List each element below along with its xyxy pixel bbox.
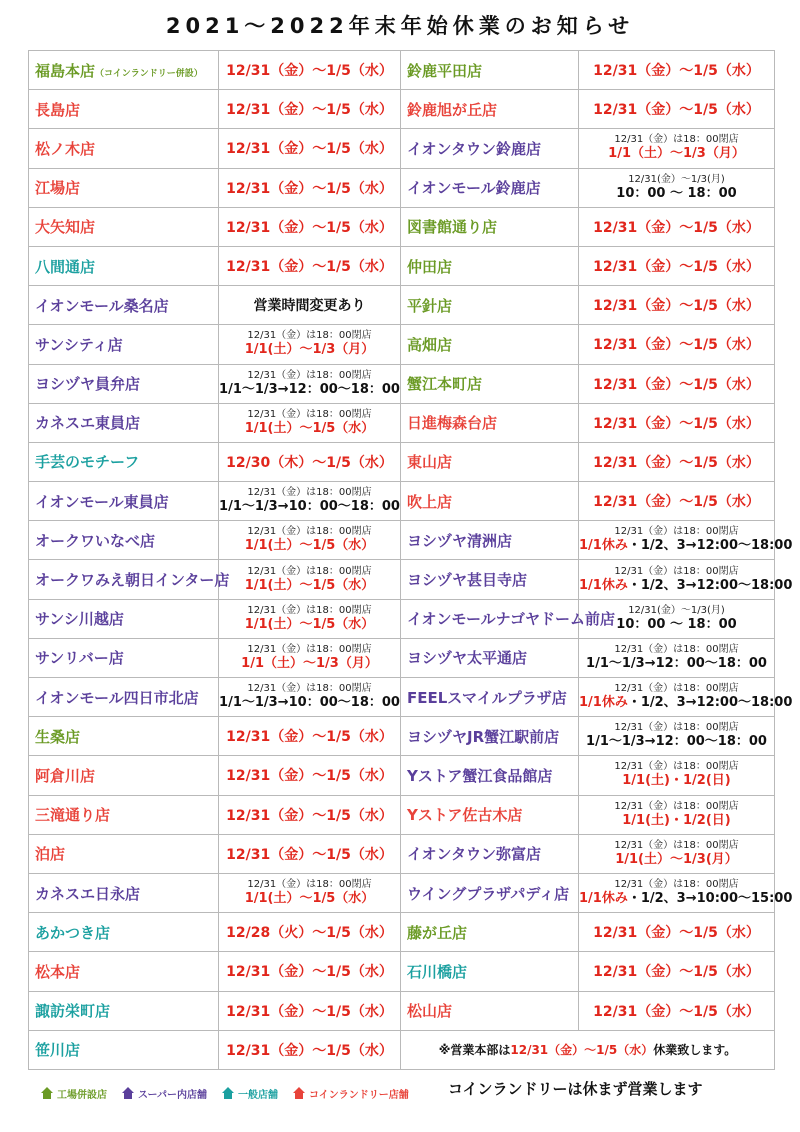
hours-changed-note: 営業時間変更あり (253, 298, 366, 315)
store-name: 藤が丘店 (407, 923, 468, 942)
store-name: 三滝通り店 (35, 806, 111, 825)
closure-hours-cell (579, 90, 775, 129)
footer-note: コインランドリーは休まず営業します (448, 1080, 703, 1098)
store-name-cell (29, 991, 219, 1030)
store-name-cell (401, 51, 579, 90)
holiday-hours: 1/1(土）～1/5（水） (244, 891, 375, 907)
early-close-note: 12/31（金）は18：00閉店 (614, 526, 739, 538)
closure-period: 12/31（金）～1/5（水） (593, 454, 760, 471)
store-name-cell (401, 207, 579, 246)
store-name-cell (401, 952, 579, 991)
store-name-cell (29, 717, 219, 756)
table-row (29, 873, 775, 912)
store-name: 東山店 (407, 453, 453, 472)
store-name-cell (29, 246, 219, 285)
store-name-cell (29, 952, 219, 991)
holiday-hours (579, 577, 793, 594)
table-row (29, 129, 775, 168)
closure-hours-cell (579, 207, 775, 246)
store-name: 石川橋店 (407, 962, 468, 981)
store-name: サンシ川越店 (35, 610, 124, 629)
super-house-icon (121, 1086, 135, 1100)
store-name-cell (29, 90, 219, 129)
closure-hours-cell (579, 873, 793, 912)
table-row (29, 1030, 775, 1069)
closure-hours-cell (579, 678, 793, 717)
page-title: 2021～2022年末年始休業のお知らせ (165, 14, 635, 38)
store-name: ウイングプラザパディ店 (407, 884, 570, 903)
store-name: 図書館通り店 (407, 218, 498, 237)
store-name: ヨシヅヤ太平通店 (407, 649, 528, 668)
closure-period: 12/31（金）～1/5（水） (226, 102, 393, 119)
holiday-hours (579, 538, 793, 554)
holiday-hours: 1/1（土）～1/3（月） (608, 146, 745, 162)
closed-day: 1/1休み (579, 577, 628, 593)
early-close-note: 12/31（金）は18：00閉店 (247, 487, 372, 499)
reduced-hours: ・1/2、3→10:00～15:00 (627, 891, 793, 907)
closure-period: 12/31（金）～1/5（水） (226, 63, 393, 80)
store-name-cell (401, 717, 579, 756)
reduced-hours: ・1/2、3→12:00～18:00 (627, 577, 793, 593)
table-row (29, 913, 775, 952)
store-name-cell (29, 1030, 219, 1069)
store-name: サンシティ店 (35, 335, 123, 354)
store-name: 鈴鹿旭が丘店 (407, 100, 498, 119)
store-name-cell (401, 90, 579, 129)
closure-hours-cell (219, 756, 401, 795)
holiday-hours: 1/1(土）～1/5（水） (244, 577, 375, 593)
table-row (29, 756, 775, 795)
closure-hours-cell (219, 599, 401, 638)
closure-period: 12/31（金）～1/5（水） (593, 337, 760, 354)
closure-period: 12/31（金）～1/5（水） (226, 141, 393, 158)
store-name: イオンモール四日市北店 (35, 688, 199, 707)
closure-hours-cell (219, 834, 401, 873)
closure-hours-cell (219, 560, 401, 599)
closure-hours-cell (219, 482, 401, 521)
store-hours-table (28, 50, 793, 1070)
store-name-cell (29, 834, 219, 873)
table-row (29, 795, 775, 834)
store-name: 生桑店 (35, 727, 81, 746)
legend-item (221, 1086, 278, 1101)
store-name: 諏訪栄町店 (35, 1002, 111, 1021)
store-name: 手芸のモチーフ (35, 453, 140, 472)
closure-hours-cell (219, 246, 401, 285)
closure-hours-cell (579, 638, 775, 677)
table-row (29, 246, 775, 285)
closure-hours-cell (579, 717, 775, 756)
holiday-hours: 1/1(土)・1/2(日) (622, 812, 731, 828)
store-name: 平針店 (407, 296, 453, 315)
closure-period: 12/31（金）～1/5（水） (593, 925, 760, 942)
store-name: FEELスマイルプラザ店 (407, 688, 567, 707)
closure-hours-cell (579, 364, 775, 403)
closure-period: 12/30（木）～1/5（水） (226, 454, 393, 471)
table-row (29, 482, 775, 521)
store-name-cell (401, 482, 579, 521)
closure-hours-cell (579, 991, 775, 1030)
store-name-cell (29, 638, 219, 677)
closure-hours-cell (219, 873, 401, 912)
table-row (29, 991, 775, 1030)
store-name-cell (29, 286, 219, 325)
store-name-cell (401, 403, 579, 442)
table-row (29, 678, 775, 717)
store-name-cell (401, 286, 579, 325)
hq-dates: 12/31（金）～1/5（水） (510, 1043, 654, 1058)
store-name: 松本店 (35, 962, 81, 981)
early-close-note: 12/31（金）は18：00閉店 (614, 643, 739, 655)
store-name: 江場店 (35, 179, 81, 198)
table-row (29, 599, 775, 638)
holiday-hours (579, 695, 793, 711)
early-close-note: 12/31（金）は18：00閉店 (247, 643, 372, 655)
store-name: 八間通店 (35, 257, 96, 276)
store-name: オークワみえ朝日インター店 (35, 571, 230, 590)
closure-period: 12/31（金）～1/5（水） (593, 298, 760, 315)
store-name-cell (29, 168, 219, 207)
table-row (29, 207, 775, 246)
store-name-cell (401, 442, 579, 481)
closure-hours-cell (579, 442, 775, 481)
store-name-cell (401, 599, 616, 638)
store-name: 福島本店 (35, 61, 96, 80)
closure-hours-cell (219, 129, 401, 168)
early-close-note: 12/31（金）は18：00閉店 (247, 683, 372, 695)
closure-hours-cell (219, 286, 401, 325)
table-row (29, 952, 775, 991)
store-name-cell (29, 325, 219, 364)
store-name-cell (29, 51, 219, 90)
store-name-cell (401, 638, 579, 677)
closure-hours-cell (219, 442, 401, 481)
closure-hours-cell (219, 364, 401, 403)
closure-hours-cell (219, 638, 401, 677)
store-name: 阿倉川店 (35, 766, 96, 785)
closure-hours-cell (219, 403, 401, 442)
hq-prefix: ※営業本部は (438, 1043, 511, 1058)
hq-notice (401, 1030, 775, 1069)
closure-hours-cell (219, 678, 401, 717)
closed-day: 1/1休み (579, 538, 628, 554)
closure-hours-cell (219, 795, 401, 834)
store-name-cell (29, 795, 219, 834)
store-name-cell (29, 482, 219, 521)
holiday-hours: 1/1(土）～1/3(月） (615, 851, 738, 867)
early-close-note: 12/31（金）は18：00閉店 (247, 526, 372, 538)
early-close-note: 12/31（金）は18：00閉店 (247, 369, 372, 381)
table-row (29, 364, 775, 403)
closure-hours-cell (219, 717, 401, 756)
legend-item (292, 1086, 409, 1101)
closure-hours-cell (219, 168, 401, 207)
store-name: イオンモール桑名店 (35, 296, 169, 315)
legend-item (121, 1086, 207, 1101)
store-name: ヨシヅヤ員弁店 (35, 375, 141, 394)
closure-hours-cell (579, 756, 775, 795)
closure-period: 12/31（金）～1/5（水） (593, 259, 760, 276)
closure-hours-cell (579, 286, 775, 325)
closure-hours-cell (579, 834, 775, 873)
closure-hours-cell (579, 129, 775, 168)
reduced-hours: ・1/2、3→12:00～18:00 (627, 538, 793, 554)
closure-period: 12/31（金）～1/5（水） (593, 964, 760, 981)
table-row (29, 286, 775, 325)
closure-hours-cell (219, 521, 401, 560)
closure-period: 12/31（金）～1/5（水） (226, 219, 393, 236)
general-house-icon (221, 1086, 235, 1100)
early-close-note: 12/31（金）は18：00閉店 (614, 722, 739, 734)
closure-hours-cell (219, 1030, 401, 1069)
store-name-cell (29, 913, 219, 952)
closure-period: 12/31（金）～1/5（水） (593, 1003, 760, 1020)
closure-hours-cell (219, 325, 401, 364)
store-name-cell (401, 246, 579, 285)
table-row (29, 403, 775, 442)
holiday-hours: 1/1～1/3→10：00～18：00 (219, 695, 400, 711)
store-name: 松山店 (407, 1002, 453, 1021)
closure-period: 12/31（金）～1/5（水） (226, 807, 393, 824)
store-name-cell (401, 834, 579, 873)
holiday-hours: 1/1（土）～1/3（月） (241, 655, 378, 671)
early-close-note: 12/31（金）は18：00閉店 (247, 604, 372, 616)
holiday-hours: 1/1～1/3→10：00～18：00 (219, 499, 400, 515)
early-close-note: 12/31（金）は18：00閉店 (614, 879, 739, 891)
closure-hours-cell (579, 51, 775, 90)
table-row (29, 442, 775, 481)
store-name-cell (29, 442, 219, 481)
store-name-cell (29, 599, 219, 638)
early-close-note: 12/31（金）は18：00閉店 (614, 761, 739, 773)
holiday-hours: 1/1(土）～1/3（月） (244, 342, 375, 358)
table-row (29, 834, 775, 873)
store-name: サンリバー店 (35, 649, 124, 668)
holiday-hours: 1/1～1/3→12：00～18：00 (219, 381, 400, 397)
store-name: イオンモール東員店 (35, 492, 169, 511)
store-name: イオンタウン鈴鹿店 (407, 139, 541, 158)
store-name: イオンタウン弥富店 (407, 845, 541, 864)
early-close-note: 12/31（金）は18：00閉店 (614, 683, 739, 695)
closure-period: 12/31（金）～1/5（水） (593, 494, 760, 511)
table-row (29, 521, 775, 560)
early-close-note: 12/31（金）は18：00閉店 (247, 408, 372, 420)
store-name: カネスエ東員店 (35, 414, 141, 433)
store-name: Yストア蟹江食品館店 (407, 766, 553, 785)
store-name: カネスエ日永店 (35, 884, 141, 903)
closure-hours-cell (219, 952, 401, 991)
store-name-cell (401, 678, 579, 717)
holiday-hours: 1/1(土）～1/5（水） (244, 420, 375, 436)
store-name: 長島店 (35, 100, 81, 119)
table-row (29, 51, 775, 90)
closure-hours-cell (579, 521, 793, 560)
store-name: 泊店 (35, 845, 66, 864)
store-name: オークワいなべ店 (35, 531, 156, 550)
early-close-note: 12/31(金）～1/3(月) (628, 173, 725, 185)
legend (40, 1080, 460, 1106)
closure-period: 12/31（金）～1/5（水） (226, 729, 393, 746)
closure-hours-cell (579, 168, 775, 207)
store-name: 鈴鹿平田店 (407, 61, 483, 80)
closure-hours-cell (579, 952, 775, 991)
factory-house-icon (40, 1086, 54, 1100)
store-name-cell (29, 364, 219, 403)
table-row (29, 638, 775, 677)
closure-period: 12/31（金）～1/5（水） (226, 1003, 393, 1020)
holiday-hours: 1/1～1/3→12：00～18：00 (586, 655, 767, 671)
store-name-cell (401, 991, 579, 1030)
store-name-cell (401, 325, 579, 364)
store-name: イオンモール鈴鹿店 (407, 179, 541, 198)
closure-period: 12/28（火）～1/5（水） (226, 925, 393, 942)
holiday-hours: 1/1(土)・1/2(日) (622, 773, 731, 789)
closure-period: 12/31（金）～1/5（水） (226, 259, 393, 276)
store-name-cell (29, 521, 219, 560)
store-name-cell (29, 207, 219, 246)
early-close-note: 12/31（金）は18：00閉店 (247, 879, 372, 891)
closure-hours-cell (579, 482, 775, 521)
legend-label: スーパー内店舗 (138, 1089, 207, 1101)
legend-label: コインランドリー店舗 (309, 1089, 409, 1101)
store-name-cell (401, 873, 579, 912)
store-name-cell (29, 560, 230, 599)
store-name-note: （コインランドリー併設） (95, 68, 203, 79)
closure-period: 12/31（金）～1/5（水） (226, 180, 393, 197)
legend-label: 一般店舗 (238, 1089, 278, 1101)
store-name: あかつき店 (35, 923, 111, 942)
legend-label: 工場併設店 (57, 1089, 107, 1101)
store-name: 松ノ木店 (35, 139, 96, 158)
early-close-note: 12/31（金）は18：00閉店 (614, 800, 739, 812)
closure-hours-cell (219, 207, 401, 246)
closure-hours-cell (579, 560, 793, 599)
closure-period: 12/31（金）～1/5（水） (226, 1042, 393, 1059)
closure-hours-cell (579, 325, 775, 364)
holiday-hours: 1/1(土）～1/5（水） (244, 538, 375, 554)
store-name: ヨシヅヤ甚目寺店 (407, 571, 528, 590)
closure-hours-cell (219, 913, 401, 952)
closure-period: 12/31（金）～1/5（水） (593, 219, 760, 236)
store-name: 大矢知店 (35, 218, 96, 237)
store-name: 蟹江本町店 (407, 375, 483, 394)
store-name-cell (401, 795, 579, 834)
closure-hours-cell (579, 403, 775, 442)
holiday-hours (579, 891, 793, 907)
store-name-cell (29, 756, 219, 795)
closure-period: 12/31（金）～1/5（水） (593, 415, 760, 432)
holiday-hours: 10：00 ～ 18：00 (616, 616, 737, 632)
closure-period: 12/31（金）～1/5（水） (593, 376, 760, 393)
table-row (29, 168, 775, 207)
early-close-note: 12/31（金）は18：00閉店 (614, 565, 739, 577)
closed-day: 1/1休み (579, 891, 628, 907)
closure-period: 12/31（金）～1/5（水） (226, 964, 393, 981)
closure-hours-cell (219, 51, 401, 90)
table-row (29, 717, 775, 756)
store-name: イオンモールナゴヤドーム前店 (407, 610, 616, 629)
store-name: ヨシヅヤ清洲店 (407, 531, 513, 550)
closure-hours-cell (579, 913, 775, 952)
closed-day: 1/1休み (579, 695, 628, 711)
store-name-cell (29, 129, 219, 168)
closure-period: 12/31（金）～1/5（水） (593, 102, 760, 119)
store-name-cell (401, 364, 579, 403)
holiday-hours: 10：00 ～ 18：00 (616, 185, 737, 201)
store-name: 吹上店 (407, 492, 453, 511)
closure-hours-cell (579, 246, 775, 285)
hq-suffix: 休業致します。 (653, 1043, 737, 1058)
closure-hours-cell (219, 991, 401, 1030)
reduced-hours: ・1/2、3→12:00～18:00 (627, 695, 793, 711)
store-name-cell (401, 913, 579, 952)
closure-hours-cell (219, 90, 401, 129)
legend-item (40, 1086, 107, 1101)
holiday-hours: 1/1(土）～1/5（水） (244, 616, 375, 632)
table-row (29, 90, 775, 129)
early-close-note: 12/31（金）は18：00閉店 (247, 565, 372, 577)
closure-period: 12/31（金）～1/5（水） (226, 846, 393, 863)
closure-hours-cell (579, 795, 775, 834)
store-name-cell (29, 678, 219, 717)
holiday-hours: 1/1～1/3→12：00～18：00 (586, 734, 767, 750)
store-name: 高畑店 (407, 335, 453, 354)
store-name-cell (401, 129, 579, 168)
store-name-cell (401, 521, 579, 560)
store-name: Yストア佐古木店 (407, 806, 523, 825)
table-row (29, 560, 775, 599)
store-name-cell (29, 873, 219, 912)
store-name-cell (401, 168, 579, 207)
table-row (29, 325, 775, 364)
early-close-note: 12/31（金）は18：00閉店 (614, 134, 739, 146)
store-name: ヨシヅヤJR蟹江駅前店 (407, 727, 560, 746)
closure-period: 12/31（金）～1/5（水） (226, 768, 393, 785)
early-close-note: 12/31（金）は18：00閉店 (247, 330, 372, 342)
store-name: 日進梅森台店 (407, 414, 498, 433)
store-name-cell (29, 403, 219, 442)
store-name-cell (401, 560, 579, 599)
store-name: 笹川店 (35, 1041, 81, 1060)
closure-period: 12/31（金）～1/5（水） (593, 63, 760, 80)
laundry-house-icon (292, 1086, 306, 1100)
early-close-note: 12/31(金）～1/3(月) (628, 604, 725, 616)
store-name: 仲田店 (407, 257, 453, 276)
store-name-cell (401, 756, 579, 795)
early-close-note: 12/31（金）は18：00閉店 (614, 839, 739, 851)
